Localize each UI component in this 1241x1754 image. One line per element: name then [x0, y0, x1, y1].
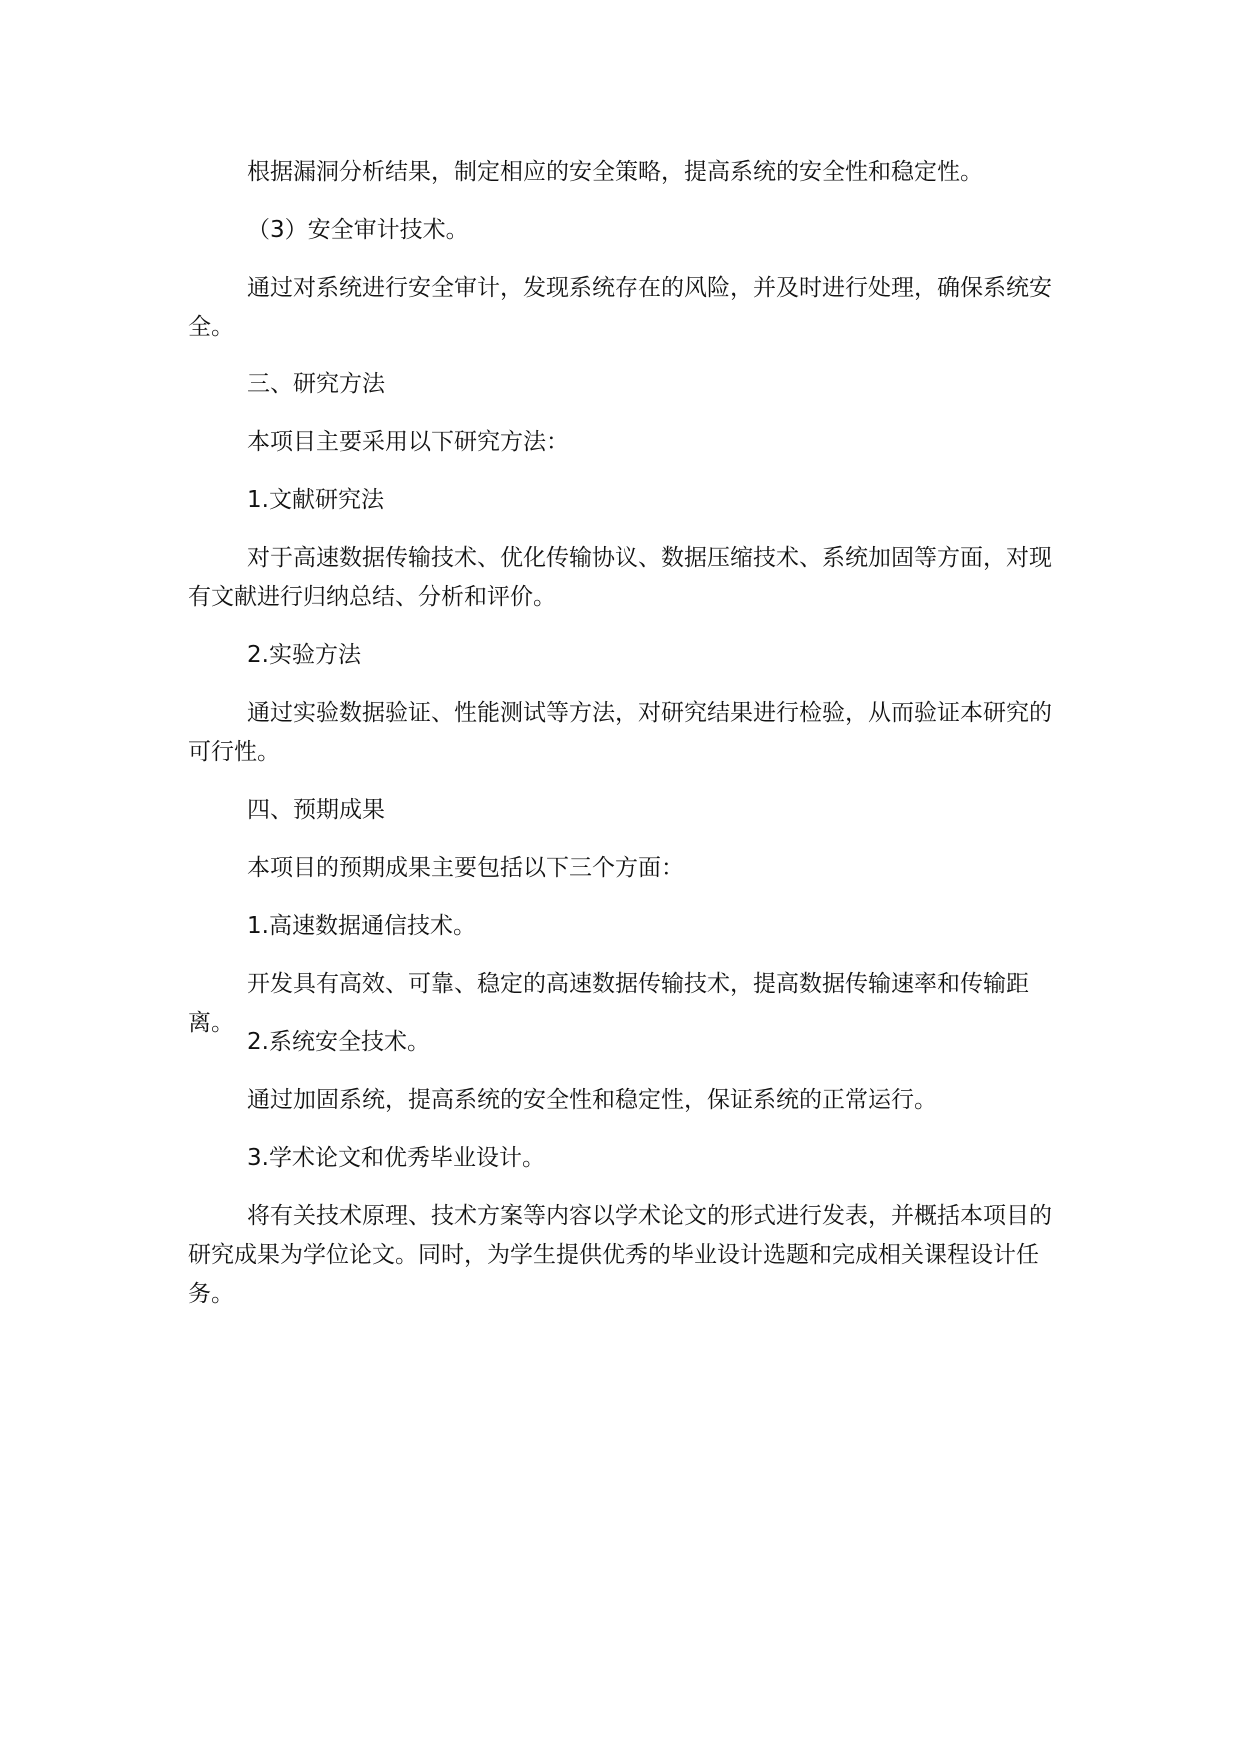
subheading-experiment-method: 2.实验方法 — [247, 642, 361, 668]
heading-expected-results: 四、预期成果 — [247, 797, 385, 823]
paragraph-system-security: 通过加固系统，提高系统的安全性和稳定性，保证系统的正常运行。 — [247, 1087, 937, 1113]
paragraph-experiment-method: 通过实验数据验证、性能测试等方法，对研究结果进行检验，从而验证本研究的可行性。 — [188, 700, 1052, 765]
paragraph-vuln-strategy: 根据漏洞分析结果，制定相应的安全策略，提高系统的安全性和稳定性。 — [247, 159, 983, 185]
subheading-literature-method: 1.文献研究法 — [247, 487, 384, 513]
paragraph-literature-method: 对于高速数据传输技术、优化传输协议、数据压缩技术、系统加固等方面，对现有文献进行归纳总结、分析和评价。 — [188, 545, 1052, 610]
paragraph-security-audit: 通过对系统进行安全审计，发现系统存在的风险，并及时进行处理，确保系统安全。 — [188, 275, 1052, 340]
paragraph-papers-design: 将有关技术原理、技术方案等内容以学术论文的形式进行发表，并概括本项目的研究成果为学位论文。同时，为学生提供优秀的毕业设计选题和完成相关课程设计任务。 — [188, 1203, 1052, 1307]
subheading-system-security: 2.系统安全技术。 — [247, 1029, 430, 1055]
subheading-papers-design: 3.学术论文和优秀毕业设计。 — [247, 1145, 545, 1171]
subheading-security-audit: （3）安全审计技术。 — [247, 217, 469, 243]
heading-research-methods: 三、研究方法 — [247, 371, 385, 397]
paragraph-results-intro: 本项目的预期成果主要包括以下三个方面： — [247, 855, 684, 881]
subheading-high-speed-comm: 1.高速数据通信技术。 — [247, 913, 476, 939]
paragraph-high-speed-comm: 开发具有高效、可靠、稳定的高速数据传输技术，提高数据传输速率和传输距离。 — [188, 971, 1029, 1036]
paragraph-methods-intro: 本项目主要采用以下研究方法： — [247, 429, 569, 455]
